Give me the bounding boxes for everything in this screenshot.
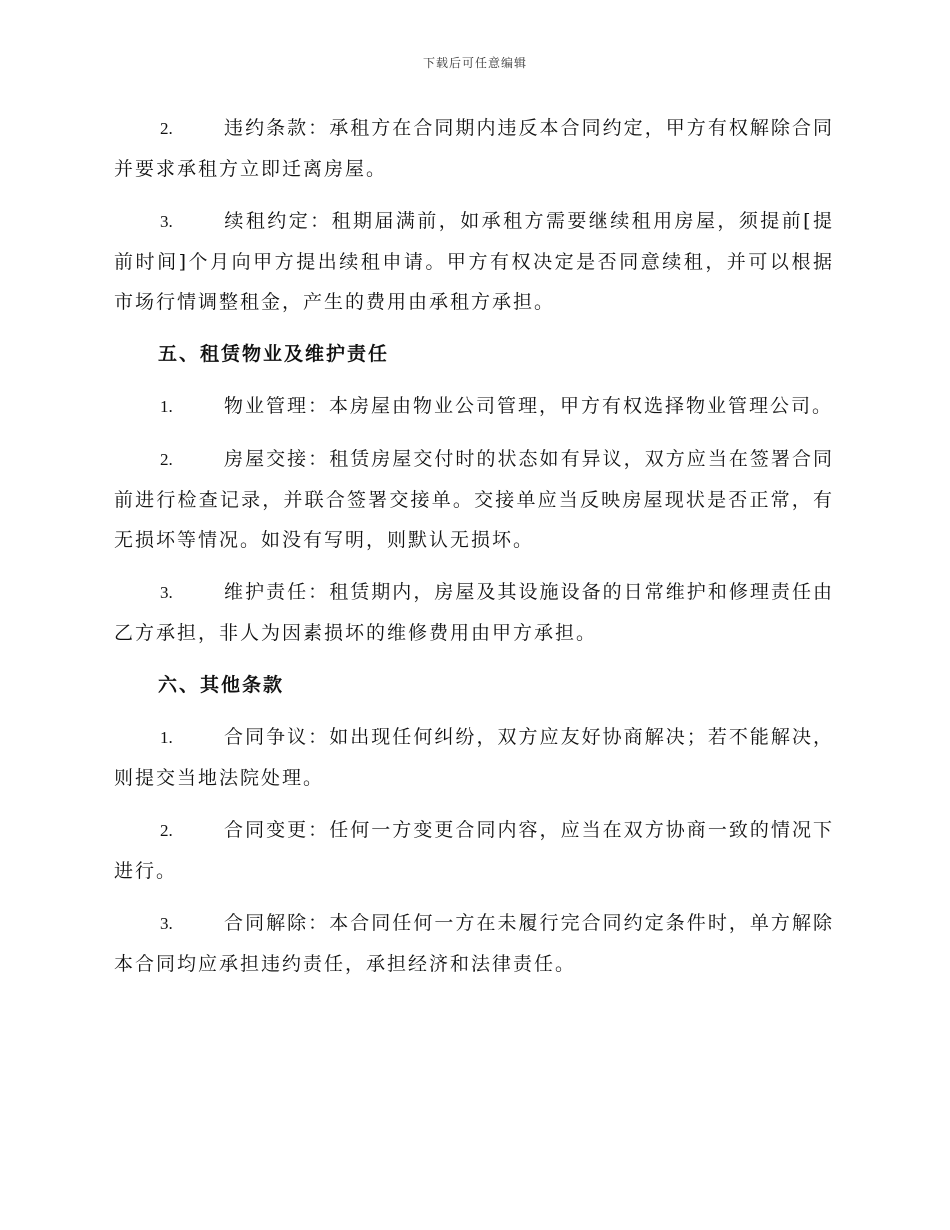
clause-4-2 bbox=[114, 108, 834, 189]
clause-text: 续租约定：租期届满前，如承租方需要继续租用房屋，须提前[提前时间]个月向甲方提出续租申请。甲方有权决定是否同意续租，并可以根据市场行情调整租金，产生的费用由承租方承担。 bbox=[114, 210, 834, 313]
clause-text: 维护责任：租赁期内，房屋及其设施设备的日常维护和修理责任由乙方承担，非人为因素损坏的维修费用由甲方承担。 bbox=[114, 581, 834, 644]
clause-text: 违约条款：承租方在合同期内违反本合同约定，甲方有权解除合同并要求承租方立即迁离房屋。 bbox=[114, 117, 834, 180]
page-header: 下载后可任意编辑 bbox=[422, 56, 527, 70]
clause-number: 2. bbox=[160, 450, 173, 469]
section-heading-5: 五、租赁物业及维护责任 bbox=[158, 343, 390, 365]
clause-text: 合同变更：任何一方变更合同内容，应当在双方协商一致的情况下进行。 bbox=[114, 819, 834, 882]
clause-5-3 bbox=[114, 572, 834, 653]
clause-number: 1. bbox=[160, 728, 173, 747]
clause-6-3 bbox=[114, 903, 834, 984]
clause-number: 3. bbox=[160, 212, 173, 231]
clause-number: 2. bbox=[160, 119, 173, 138]
section-heading-6: 六、其他条款 bbox=[158, 674, 285, 696]
clause-number: 3. bbox=[160, 914, 173, 933]
clause-text: 合同争议：如出现任何纠纷，双方应友好协商解决；若不能解决，则提交当地法院处理。 bbox=[114, 726, 834, 789]
clause-4-3 bbox=[114, 201, 834, 322]
clause-6-1 bbox=[114, 717, 834, 798]
document-body bbox=[114, 108, 834, 996]
clause-text: 物业管理：本房屋由物业公司管理，甲方有权选择物业管理公司。 bbox=[224, 395, 834, 417]
clause-number: 3. bbox=[160, 583, 173, 602]
clause-number: 1. bbox=[160, 397, 173, 416]
clause-6-2 bbox=[114, 810, 834, 891]
clause-5-2 bbox=[114, 439, 834, 560]
clause-5-1 bbox=[114, 386, 834, 427]
clause-text: 房屋交接：租赁房屋交付时的状态如有异议，双方应当在签署合同前进行检查记录，并联合签署交接单。交接单应当反映房屋现状是否正常，有无损坏等情况。如没有写明，则默认无损坏。 bbox=[114, 448, 834, 551]
clause-text: 合同解除：本合同任何一方在未履行完合同约定条件时，单方解除本合同均应承担违约责任，承担经济和法律责任。 bbox=[114, 912, 834, 975]
clause-number: 2. bbox=[160, 821, 173, 840]
